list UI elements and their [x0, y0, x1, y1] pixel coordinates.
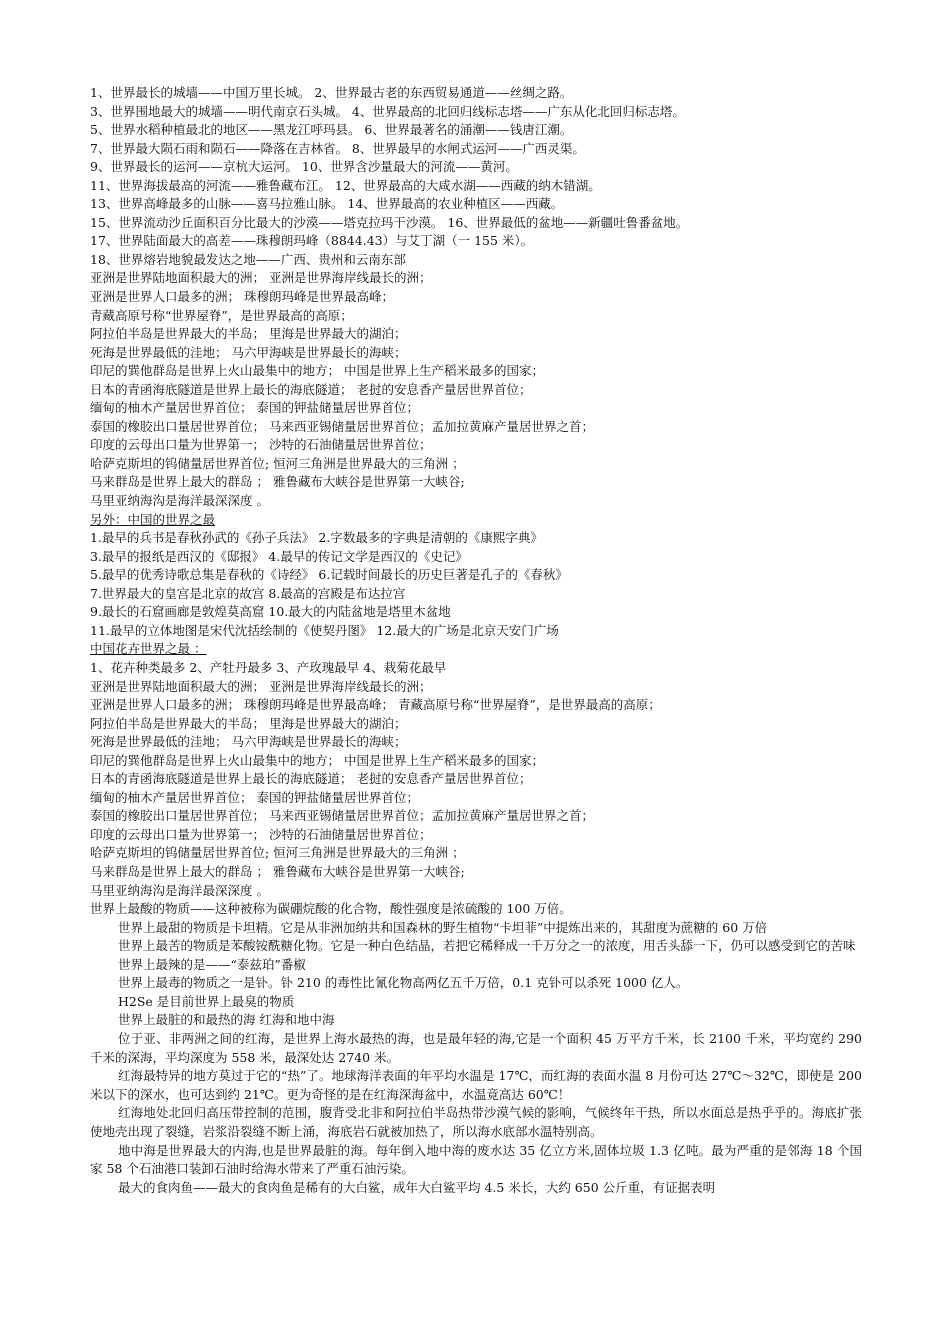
text-line: 印度的云母出口量为世界第一； 沙特的石油储量居世界首位； — [90, 826, 432, 842]
text-line: 亚洲是世界陆地面积最大的洲； 亚洲是世界海岸线最长的洲； — [90, 270, 432, 286]
paragraph: 红海地处北回归高压带控制的范围，腹背受北非和阿拉伯半岛热带沙漠气候的影响，气候终年干热，所以水面总是热乎乎的。海底扩张使地壳出现了裂缝，岩浆沿裂缝不断上涌，海底岩石就被加热了，所以海水底部水温特别高。 — [90, 1105, 862, 1139]
text-line: 1、花卉种类最多 2、产牡丹最多 3、产玫瑰最早 4、栽菊花最早 — [90, 659, 447, 675]
text-line: 9.最长的石窟画廊是敦煌莫高窟 10.最大的内陆盆地是塔里木盆地 — [90, 604, 451, 620]
text-line: 马来群岛是世界上最大的群岛 ； 雅鲁藏布大峡谷是世界第一大峡谷; — [90, 863, 465, 879]
paragraph: 世界上最脏的和最热的海 红海和地中海 — [118, 1012, 335, 1028]
text-line: 哈萨克斯坦的钨储量居世界首位; 恒河三角洲是世界最大的三角洲 ； — [90, 845, 465, 861]
text-line: 亚洲是世界人口最多的洲； 珠穆朗玛峰是世界最高峰； — [90, 289, 394, 305]
text-line: 马来群岛是世界上最大的群岛 ； 雅鲁藏布大峡谷是世界第一大峡谷; — [90, 474, 465, 490]
text-line: 1、世界最长的城墙——中国万里长城。 2、世界最古老的东西贸易通道——丝绸之路。 — [90, 85, 573, 100]
paragraph: 世界上最辣的是——“泰兹珀”番椒 — [118, 956, 306, 972]
paragraph: 世界上最苦的物质是苯酸铵酰糖化物。它是一种白色结晶，若把它稀释成一千万分之一的浓度，用舌头舔一下，仍可以感受到它的苦味 — [118, 938, 856, 954]
paragraph: 位于亚、非两洲之间的红海，是世界上海水最热的海，也是最年轻的海,它是一个面积 45 万平方千米，长 2100 千米，平均宽约 290 千米的深海，平均深度为 558 米，最深处达 2740 米。 — [90, 1030, 862, 1065]
text-line: 5、世界水稻种植最北的地区——黑龙江呼玛县。 6、世界最著名的涌潮——钱唐江潮。 — [90, 122, 573, 138]
text-line: 3、世界围地最大的城墙——明代南京石头城。 4、世界最高的北回归线标志塔——广东从化北回归标志塔。 — [90, 103, 685, 119]
text-line: 缅甸的柚木产量居世界首位； 泰国的钾盐储量居世界首位； — [90, 789, 419, 805]
text-line: 7、世界最大陨石雨和陨石——降落在吉林省。 8、世界最早的水闸式运河——广西灵渠。 — [90, 140, 585, 156]
text-line: 泰国的橡胶出口量居世界首位； 马来西亚锡储量居世界首位；孟加拉黄麻产量居世界之首； — [90, 418, 594, 434]
text-line: 死海是世界最低的洼地； 马六甲海峡是世界最长的海峡； — [90, 344, 407, 360]
text-line: 缅甸的柚木产量居世界首位； 泰国的钾盐储量居世界首位； — [90, 400, 419, 416]
text-line: 死海是世界最低的洼地； 马六甲海峡是世界最长的海峡； — [90, 734, 407, 750]
text-line: 日本的青函海底隧道是世界上最长的海底隧道； 老挝的安息香产量居世界首位； — [90, 771, 532, 787]
text-line: 日本的青函海底隧道是世界上最长的海底隧道； 老挝的安息香产量居世界首位； — [90, 381, 532, 397]
text-line: 11、世界海拔最高的河流——雅鲁藏布江。 12、世界最高的大咸水湖——西藏的纳木错湖。 — [90, 177, 601, 193]
paragraph: 世界上最毒的物质之一是钋。钋 210 的毒性比氰化物高两亿五千万倍，0.1 克钋可以杀死 1000 亿人。 — [118, 975, 689, 991]
text-line: 11.最早的立体地图是宋代沈括绘制的《使契丹图》 12.最大的广场是北京天安门广场 — [90, 622, 559, 638]
paragraph: 地中海是世界最大的内海,也是世界最脏的海。每年倒入地中海的废水达 35 亿立方米,固体垃圾 1.3 亿吨。最为严重的是邻海 18 个国家 58 个石油港口装卸石油时给海水带来了严重石油污染。 — [90, 1142, 862, 1177]
text-line: 7.世界最大的皇宫是北京的故宫 8.最高的宫殿是布达拉宫 — [90, 585, 406, 601]
text-line: 马里亚纳海沟是海洋最深深度 。 — [90, 882, 269, 898]
text-line: 阿拉伯半岛是世界最大的半岛； 里海是世界最大的湖泊； — [90, 326, 407, 342]
text-line: 15、世界流动沙丘面积百分比最大的沙漠——塔克拉玛干沙漠。 16、世界最低的盆地——新疆吐鲁番盆地。 — [90, 214, 689, 230]
text-line: 印尼的巽他群岛是世界上火山最集中的地方； 中国是世界上生产稻米最多的国家； — [90, 363, 544, 379]
text-line: 青藏高原号称“世界屋脊”，是世界最高的高原； — [90, 307, 353, 323]
text-line: 3.最早的报纸是西汉的《邸报》 4.最早的传记文学是西汉的《史记》 — [90, 548, 468, 564]
text-line: 13、世界高峰最多的山脉——喜马拉雅山脉。 14、世界最高的农业种植区——西藏。 — [90, 196, 564, 212]
section-heading-flower-records: 中国花卉世界之最 ： — [90, 641, 207, 657]
document-page — [90, 84, 862, 1197]
text-line: 17、世界陆面最大的高差——珠穆朗玛峰（8844.43）与艾丁湖（一 155 米）。 — [90, 233, 534, 249]
section-heading-china-records: 另外：中国的世界之最 — [90, 511, 216, 527]
text-line: 印尼的巽他群岛是世界上火山最集中的地方； 中国是世界上生产稻米最多的国家； — [90, 752, 544, 768]
text-line: 9、世界最长的运河——京杭大运河。 10、世界含沙量最大的河流——黄河。 — [90, 159, 518, 175]
text-line: 哈萨克斯坦的钨储量居世界首位; 恒河三角洲是世界最大的三角洲 ； — [90, 455, 465, 471]
text-line: 印度的云母出口量为世界第一； 沙特的石油储量居世界首位； — [90, 437, 432, 453]
text-line: 世界上最酸的物质——这种被称为碳硼烷酸的化合物，酸性强度是浓硫酸的 100 万倍。 — [90, 901, 572, 917]
text-line: 阿拉伯半岛是世界最大的半岛； 里海是世界最大的湖泊； — [90, 715, 407, 731]
paragraph: 世界上最甜的物质是卡坦精。它是从非洲加纳共和国森林的野生植物“卡坦菲”中提炼出来的，其甜度为蔗糖的 60 万倍 — [118, 919, 768, 935]
text-line: 18、世界熔岩地貌最发达之地——广西、贵州和云南东部 — [90, 251, 406, 267]
text-line: 泰国的橡胶出口量居世界首位； 马来西亚锡储量居世界首位；孟加拉黄麻产量居世界之首； — [90, 808, 594, 824]
text-line: 5.最早的优秀诗歌总集是春秋的《诗经》 6.记载时间最长的历史巨著是孔子的《春秋》 — [90, 567, 568, 583]
paragraph: H2Se 是目前世界上最臭的物质 — [118, 993, 295, 1009]
paragraph: 最大的食肉鱼——最大的食肉鱼是稀有的大白鲨，成年大白鲨平均 4.5 米长，大约 650 公斤重，有证据表明 — [118, 1179, 716, 1195]
text-line: 亚洲是世界人口最多的洲； 珠穆朗玛峰是世界最高峰； 青藏高原号称“世界屋脊”，是世界最高的高原； — [90, 697, 661, 713]
text-line: 亚洲是世界陆地面积最大的洲； 亚洲是世界海岸线最长的洲； — [90, 678, 432, 694]
paragraph: 红海最特异的地方莫过于它的“热”了。地球海洋表面的年平均水温是 17℃，而红海的表面水温 8 月份可达 27℃～32℃，即使是 200 米以下的深水，也可达到约 21℃。更为奇怪的是在红海深海盆中，水温竟高达 60℃！ — [90, 1068, 862, 1102]
text-line: 1.最早的兵书是春秋孙武的《孙子兵法》 2.字数最多的字典是清朝的《康熙字典》 — [90, 530, 543, 546]
text-line: 马里亚纳海沟是海洋最深深度 。 — [90, 493, 269, 509]
